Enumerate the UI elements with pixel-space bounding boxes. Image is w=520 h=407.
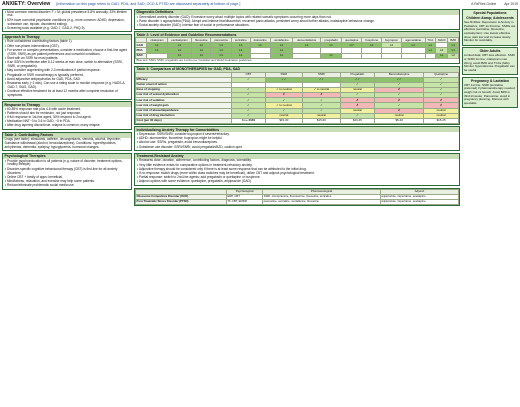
table-cell: L1 [232, 43, 251, 48]
column-header: BZD [448, 38, 459, 43]
ocd-pharm: SSRI, clomipramine, fluvoxamine, fluoxetine, sertraline [263, 194, 381, 199]
psych-box [2, 153, 132, 190]
comorbid-box [134, 126, 460, 151]
evidence-table [135, 37, 459, 59]
column-header: SNRI [303, 72, 341, 77]
column-header: MAOI [435, 38, 448, 43]
psych-heading: Psychological Therapies [3, 154, 131, 159]
table-cell: L2 [382, 43, 402, 48]
column-header: quetiapine [342, 38, 362, 43]
table-cell: L1 [232, 53, 251, 58]
table-cell: L2 [435, 48, 448, 53]
table-cell: L1 [448, 48, 459, 53]
middle-column [134, 9, 460, 405]
evidence-heading: Table 2: Level of Evidence and Guideline Recommendations [135, 32, 459, 37]
row-label: Low risk of abuse/dependence [136, 108, 232, 113]
table-cell: ✓ [232, 93, 265, 98]
psych-item: • Provide psychoeducation to all patients (e.g. nature of disorder, treatment options, healthy lifestyle). [5, 160, 130, 168]
ocd-ptsd-table [135, 189, 459, 205]
psych-item: • Disorder-specific cognitive behavioural therapy (CBT) is first-line for all anxiety disorders. [5, 168, 130, 176]
diagnosis-item: • Panic disorder ± agoraphobia (PDA): Abrupt and intense fear/discomfort, recurrent panic attacks, persistent worry about further attacks, maladaptive behaviour change. [137, 20, 458, 24]
table-cell: $15-60 [303, 118, 341, 123]
response-heading: Response to Therapy [3, 102, 131, 107]
pregnancy-heading: Pregnancy & Lactation [471, 78, 509, 83]
compare-heading: Table 3: Comparison of MONOTHERAPIES for GAD, PDA, SAD [135, 67, 459, 72]
ptsd-psych: TF-CBT, EMDR [226, 199, 262, 204]
approach-item: • Offer non-pharm interventions (CBT). [5, 45, 130, 49]
table-cell: L1 [448, 43, 459, 48]
table-cell: neutral [340, 108, 374, 113]
table-cell: ✓ [232, 103, 265, 108]
column-header: agomelatine [401, 38, 425, 43]
column-header: paroxetine [211, 38, 232, 43]
table-cell [342, 53, 362, 58]
overview-list [3, 10, 131, 31]
evidence-box [134, 31, 460, 64]
table-cell: ✓ [303, 98, 341, 103]
table-cell [250, 53, 270, 58]
table-cell: Free-$$$$ [232, 118, 265, 123]
approach-item: • Pregabalin or SSRI monotherapy is typically preferred. [5, 74, 130, 78]
diagnosis-heading: Diagnostic Definitions [135, 10, 459, 15]
column-header: Pregabalin [340, 72, 374, 77]
table-cell: ✗ [375, 98, 424, 103]
row-label: Low risk of sedation [136, 98, 232, 103]
children-text: See RxFiles: Depression & Anxiety in Pediatrics. CBT as first-line. SSRIs are effective (sertraline, fluoxetine, escitalopram). Use lowest effective dose; start low and increase slowly. Monitor for suicidality. [464, 20, 516, 43]
ocd-ptsd-box [134, 188, 460, 206]
pregnancy-box [462, 77, 518, 109]
table-cell: ✓✓ [303, 77, 341, 82]
overview-item: • Screening tools available (e.g. GAD-7, GAD-2, PHQ-9). [5, 27, 130, 31]
approach-item: • For severe or complex presentations, consider a medication; choose a first-line agent (SSRI, SNRI) as per patient preferences and comorbid conditions. [5, 49, 130, 57]
table-cell: L1 [270, 48, 292, 53]
response-box [2, 101, 132, 130]
table-cell: L1 [232, 48, 251, 53]
resistant-item: • Partial response: switch to 2nd-line agents; add pregabalin or quetiapine or buspirone. [137, 176, 458, 180]
pregnancy-text: CBT 1st line. SSRI (sertraline preferred) if pharmacotherapy needed; weigh risk vs benefit. Avoid BZD in third trimester. Paroxetine: avoid in pregnancy planning. Discuss with specialist. [464, 82, 516, 105]
column-header: SSRI [265, 72, 303, 77]
ptsd-label: Post-Traumatic Stress Disorder (PTSD) [136, 199, 227, 204]
table-cell: L1 [211, 43, 232, 48]
table-cell: ✗ [424, 103, 459, 108]
page-title: ANXIETY: Overview [2, 1, 51, 8]
table-cell: ✓ [303, 108, 341, 113]
psych-item: • Online CBT + family of apps: beneficial. [5, 176, 130, 180]
factors-box [2, 132, 132, 152]
table-cell: L1 [435, 53, 448, 58]
diagnosis-item: • Generalized anxiety disorder (GAD): Excessive worry about multiple topics with related somatic symptoms occurring more days than not. [137, 16, 458, 20]
table-cell: L1 [270, 43, 292, 48]
special-heading: Special Populations [473, 11, 507, 15]
column-header: duloxetine [250, 38, 270, 43]
resistant-item: • Adjunct options with some evidence: quetiapine, pregabalin, aripiprazole (GAD). [137, 180, 458, 184]
row-label: Efficacy [136, 77, 232, 82]
column-header: CBT [232, 72, 265, 77]
row-label: PDA [136, 48, 147, 53]
comorbid-heading: Individualizing Anxiety Therapy for Comorbidities [135, 127, 459, 132]
ocd-adjunct: aripiprazole, risperidone, quetiapine [380, 194, 458, 199]
table-cell: L1 [270, 53, 292, 58]
table-cell: ✗ [375, 88, 424, 93]
table-cell: ✗ [340, 98, 374, 103]
comorbid-item: • Substance use disorder: SSRI/SNRI; avoid pregabalin/BZD, caution quet. [137, 146, 458, 150]
date-stamp: Apr 2019 [504, 2, 518, 7]
psych-item: • Mindfulness, relaxation, and exercise may help some patients. [5, 180, 130, 184]
table-cell: ✗ [375, 108, 424, 113]
column-header: desvenlafaxine [292, 38, 320, 43]
table-cell: ✓ [232, 88, 265, 93]
special-populations-box [462, 9, 518, 46]
ocd-label: Obsessive Compulsive Disorder (OCD) [136, 194, 227, 199]
ocd-psych: ERP, CBT [226, 194, 262, 199]
comorbid-list [135, 132, 459, 150]
oc-head-psych: Psychological [226, 189, 262, 194]
row-label: Ease of stopping [136, 88, 232, 93]
response-item: • Medication NNT~3 to 3.6 in GAD, ~5 in PDA. [5, 120, 130, 124]
compare-row [136, 118, 459, 123]
table-cell: $20-45 [340, 118, 374, 123]
comorbid-item: • Alcohol use: SSRIs, pregabalin; avoid benzodiazepines. [137, 141, 458, 145]
table-cell: L1 [167, 43, 192, 48]
overview-item: • 50% have comorbid psychiatric conditions (e.g., more common: ADHD, depression, substance use, bipolar, disordered eating). [5, 19, 130, 27]
table-cell: neutral [303, 113, 341, 118]
table-cell: $15-30 [265, 118, 303, 123]
psych-list [3, 159, 131, 189]
table-cell: ✓ [375, 103, 424, 108]
resistant-box [134, 153, 460, 186]
table-cell: L1 [192, 53, 211, 58]
ptsd-adjunct: aripiprazole, risperidone, quetiapine [380, 199, 458, 204]
table-cell: ✗ [265, 93, 303, 98]
table-cell [362, 53, 382, 58]
table-cell: L1 [167, 53, 192, 58]
left-column [2, 9, 132, 405]
table-cell: L1 [211, 48, 232, 53]
column-header: pregabalin [321, 38, 342, 43]
row-label: Faster onset of action [136, 82, 232, 87]
diagnosis-box [134, 9, 460, 30]
table-cell: ✓ [340, 93, 374, 98]
table-cell [292, 53, 320, 58]
resistant-item: • Reassess dose, duration, adherence, contributing factors, diagnosis, tolerability. [137, 159, 458, 163]
column-header: escitalopram [167, 38, 192, 43]
factors-text: Drugs (see table): stimulants, caffeine, decongestants, steroids, alcohol, thyroxine; Substance withdrawal (alcohol, benzodiazepines); Conditions: hyperthyroidism, arrhythmias, dementia, epilepsy, hypoglycemia, hormonal changes. [4, 137, 121, 150]
table-cell: ✓ [375, 93, 424, 98]
table-cell: L1 [147, 43, 167, 48]
table-cell: ✓ [232, 77, 265, 82]
table-cell: ✓✓ [340, 77, 374, 82]
resistant-list [135, 159, 459, 185]
response-item: • 60-85% response rate plus 4-6 with acute treatment. [5, 108, 130, 112]
approach-item: • Avoid adjunctive antipsychotics for GAD, PDA, SAD. [5, 78, 130, 82]
table-cell: ✓ [265, 108, 303, 113]
table-cell: L1 [250, 43, 270, 48]
evidence-note: Blue text: SSRI, SNRI, pregabalin are 1st line per Canadian and World Federation guidelines. [136, 58, 253, 63]
table-cell: ✓ to neutral [265, 103, 303, 108]
table-cell: L2 [448, 53, 459, 58]
approach-item: • Reassess early (~2 wks). Can use a rating scale to monitor response (e.g. HADS-A, GAD-7, SIAS, GAD). [5, 82, 130, 90]
row-label: Low risk of drug interaction [136, 113, 232, 118]
table-cell: L1 [321, 43, 342, 48]
table-cell: L1 [192, 43, 211, 48]
overview-box [2, 9, 132, 32]
column-header: venlafaxine [270, 38, 292, 43]
row-label: GAD [136, 43, 147, 48]
ptsd-row [136, 199, 459, 204]
older-text: Limited data; CBT less effective. SSRI or SNRI 1st line; citalopram max 20mg; avoid BZD and TCAs (falls). Monitor hyponatremia. Pregabalin can be useful. [464, 53, 515, 72]
resistant-item: • If no response: switch drugs (more within class switches may be beneficial), utilize CBT and adjunct psychological treatment. [137, 172, 458, 176]
table-cell: ✓ [340, 82, 374, 87]
row-label: Cost (per 30 days) [136, 118, 232, 123]
table-cell: L1 [425, 48, 435, 53]
diagnosis-list [135, 15, 459, 29]
approach-item: • Continue effective treatment for at least 12 months after complete resolution of symptoms. [5, 90, 130, 98]
table-cell: L1 [167, 48, 192, 53]
older-adults-box [462, 47, 518, 75]
comorbid-item: • ADHD: atomoxetine, fluoxetine; bupropion might be helpful. [137, 137, 458, 141]
table-cell: ✓ to neutral [265, 88, 303, 93]
column-header: sertraline [232, 38, 251, 43]
approach-item: • Rule out/address contributing factors (table 1). [5, 40, 130, 44]
table-cell: L1 [362, 43, 382, 48]
right-column [462, 9, 518, 405]
table-cell: neutral [340, 88, 374, 93]
table-cell: ✓ [424, 88, 459, 93]
row-label: Low risk of weight gain [136, 103, 232, 108]
approach-list [3, 40, 131, 99]
table-cell: ✓✓ [375, 77, 424, 82]
table-cell: ✓ [424, 93, 459, 98]
table-cell [401, 53, 425, 58]
resistant-item: • Very little evidence exists for comparative options in treatment-refractory anxiety. [137, 164, 458, 168]
table-cell: ✓ [424, 77, 459, 82]
table-cell [382, 53, 402, 58]
table-cell: L1 [321, 53, 342, 58]
table-cell: ✗ [424, 98, 459, 103]
response-list [3, 107, 131, 129]
approach-heading: Approach to Therapy [3, 35, 131, 40]
page-header [2, 1, 518, 8]
psych-item: • Reduce/eliminate problematic social media use. [5, 184, 130, 188]
table-cell: ✓ [265, 98, 303, 103]
overview-item: • Most common mental disorder; F > M; global prevalence 5-8% annually; 33% lifetime risk. [5, 11, 130, 19]
table-cell [425, 53, 435, 58]
approach-item: • Start with an SSRI for most patients. [5, 57, 130, 61]
compare-box [134, 66, 460, 125]
approach-item: • May consider augmenting with 2-3 medications if partial response. [5, 69, 130, 73]
resistant-item: • Adjunctive therapy should be considered only if there is at least some response that can be attributed to the initial drug. [137, 168, 458, 172]
older-heading: Older Adults [479, 49, 501, 54]
oc-head-pharm: Pharmacological [263, 189, 381, 194]
column-header: Quetiapine [424, 72, 459, 77]
column-header: bupropion [382, 38, 402, 43]
row-label: SAD [136, 53, 147, 58]
response-item: • If full response to 1st-line agent, 50% respond to 2nd agent. [5, 116, 130, 120]
row-label: Low risk of sexual dysfunction [136, 93, 232, 98]
oc-head-adjunct: Adjunct [380, 189, 458, 194]
table-cell: ✓✓ [265, 77, 303, 82]
ptsd-pharm: paroxetine, sertraline, venlafaxine, fluoxetine [263, 199, 381, 204]
table-cell: ✓ [232, 113, 265, 118]
compare-table [135, 72, 459, 124]
table-cell: L1 [211, 53, 232, 58]
table-cell: ✓ [424, 82, 459, 87]
author-credit: A RxFiles Online [471, 2, 497, 7]
table-cell: ✓ to neutral [303, 88, 341, 93]
column-header: fluoxetine [192, 38, 211, 43]
comorbid-item: • Depression: SSRI/SNRI; consider bupropion if severe/refractory. [137, 133, 458, 137]
table-cell: neutral [424, 113, 459, 118]
column-header: citalopram [147, 38, 167, 43]
column-header: TCA [425, 38, 435, 43]
table-cell: ✓ [232, 108, 265, 113]
table-cell: ✓ [375, 82, 424, 87]
table-cell: ✗ [340, 103, 374, 108]
response-item: • After drug tapering discontinue, relapse is common; many relapse. [5, 124, 130, 128]
table-cell: L1 [401, 43, 425, 48]
table-cell: ✓ [303, 103, 341, 108]
diagnosis-item: • Social anxiety disorder (SAD): Intense fear of social or performance situations. [137, 24, 458, 28]
table-cell: L1 [192, 48, 211, 53]
approach-box [2, 34, 132, 100]
table-cell: ✓ [340, 113, 374, 118]
table-cell: $5-20 [375, 118, 424, 123]
table-cell: neutral [265, 113, 303, 118]
table-cell: L1 [425, 43, 435, 48]
approach-item: • If an SSRI is ineffective after 8-12 weeks at max dose, switch to alternative (SSRI, SNRI, or pregabalin). [5, 61, 130, 69]
column-header: Benzodiazepine [375, 72, 424, 77]
column-header: buspirone [362, 38, 382, 43]
factors-heading: Table 1: Contributing Factors [3, 133, 131, 138]
table-cell: L1* [342, 43, 362, 48]
resistant-heading: Treatment-Resistant Anxiety [135, 154, 459, 159]
table-cell: neutral [375, 113, 424, 118]
table-cell: ✗ [303, 93, 341, 98]
table-cell: neutral [424, 108, 459, 113]
response-item: • Patients should aim for remission, not just response. [5, 112, 130, 116]
table-cell: $15-25 [424, 118, 459, 123]
children-heading: Children &amp; Adolescents [466, 16, 514, 21]
table-cell: L1 [292, 43, 320, 48]
table-cell: L1 [147, 48, 167, 53]
page-subtitle: [Information on this page refers to GAD, PDA, and SAD; OCD & PTSD are discussed separately at bottom of page.] [56, 2, 241, 7]
table-cell: ✓ [232, 98, 265, 103]
